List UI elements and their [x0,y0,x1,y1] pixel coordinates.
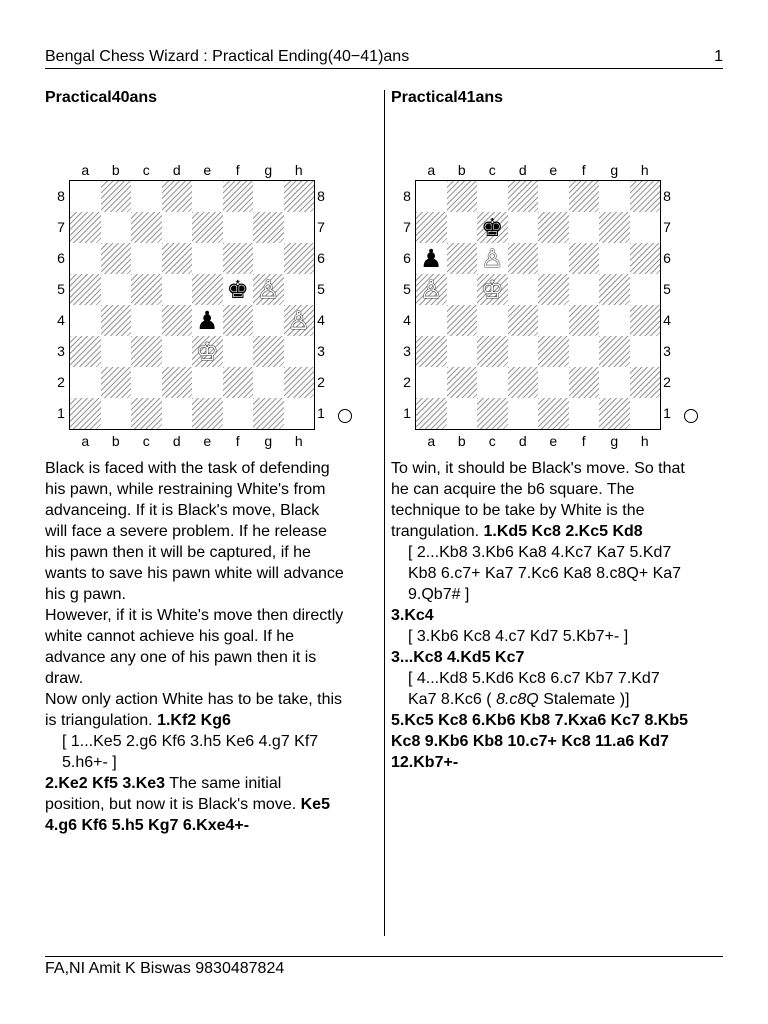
file-label: g [610,162,619,178]
main-line-moves: 1.Kd5 Kc8 2.Kc5 Kd8 [483,523,643,540]
main-line-moves: 2.Ke2 Kf5 3.Ke3 [45,775,166,792]
square-f8 [569,181,600,212]
commentary-paragraph [391,458,691,542]
square-b6 [447,243,478,274]
square-b1 [447,398,478,429]
file-label: e [203,162,212,178]
square-d4 [508,305,539,336]
square-c2 [131,367,162,398]
square-h5 [630,274,661,305]
square-b7 [447,212,478,243]
square-c4 [131,305,162,336]
rank-label: 7 [663,219,671,235]
square-a6 [70,243,101,274]
rank-label: 8 [403,188,411,204]
square-a5 [416,274,447,305]
square-g6 [599,243,630,274]
square-c7 [477,212,508,243]
page-header [45,47,723,67]
side-to-move-marker [338,409,352,423]
right-column [391,88,691,773]
variation-line [391,542,691,605]
square-h8 [284,181,315,212]
square-d7 [508,212,539,243]
file-label: d [172,433,181,449]
square-g1 [599,398,630,429]
rank-label: 3 [663,343,671,359]
square-c4 [477,305,508,336]
square-d7 [162,212,193,243]
file-label: g [610,433,619,449]
square-f6 [569,243,600,274]
file-label: b [457,433,466,449]
rank-label: 6 [57,250,65,266]
variation-moves: [ 1...Ke5 2.g6 Kf6 3.h5 Ke6 4.g7 Kf7 5.h6+- ] [62,733,319,771]
file-label: f [235,162,240,178]
square-f1 [569,398,600,429]
square-a2 [70,367,101,398]
file-label: e [203,433,212,449]
rank-label: 3 [403,343,411,359]
page-footer: FA,NI Amit K Biswas 9830487824 [45,960,285,977]
square-f6 [223,243,254,274]
square-c8 [131,181,162,212]
side-to-move-marker [684,409,698,423]
square-h3 [284,336,315,367]
main-line-moves: 3.Kc4 [391,607,434,624]
rank-label: 1 [317,405,325,421]
square-d5 [508,274,539,305]
file-label: h [640,433,649,449]
white-king-icon: ♔ [481,275,504,304]
variation-text: [ 4...Kd8 5.Kd6 Kc8 6.c7 Kb7 7.Kd7 Ka7 8.Kc6 ( [408,670,660,708]
rank-label: 2 [317,374,325,390]
square-e8 [538,181,569,212]
main-line-moves: 5.Kc5 Kc8 6.Kb6 Kb8 7.Kxa6 Kc7 8.Kb5 Kc8 9.Kb6 Kb8 10.c7+ Kc8 11.a6 Kd7 12.Kb7+- [391,712,689,771]
square-b5 [101,274,132,305]
commentary-text: The same initial position, but now it is Black's move. [45,775,297,813]
variation-moves: [ 2...Kb8 3.Kb6 Ka8 4.Kc7 Ka7 5.Kd7 Kb8 6.c7+ Ka7 7.Kc6 Ka8 8.c8Q+ Ka7 9.Qb7# ] [408,544,682,603]
square-h2 [630,367,661,398]
chess-diagram-left [45,122,345,449]
square-a3 [70,336,101,367]
rank-label: 1 [57,405,65,421]
square-a1 [416,398,447,429]
file-label: h [294,162,303,178]
file-label: b [111,162,120,178]
square-g1 [253,398,284,429]
square-a1 [70,398,101,429]
rank-labels-right [660,181,674,429]
rank-label: 7 [317,219,325,235]
square-d8 [508,181,539,212]
file-label: c [142,433,150,449]
square-e6 [538,243,569,274]
variation-moves [391,668,691,710]
square-f5 [223,274,254,305]
square-h7 [284,212,315,243]
square-d8 [162,181,193,212]
header-title: Bengal Chess Wizard : Practical Ending(40−41)ans [45,48,410,65]
black-pawn-icon: ♟ [420,244,443,273]
square-b6 [101,243,132,274]
rank-label: 5 [403,281,411,297]
square-h4 [284,305,315,336]
square-e5 [538,274,569,305]
square-f8 [223,181,254,212]
square-a6 [416,243,447,274]
square-e4 [538,305,569,336]
square-e7 [192,212,223,243]
square-c3 [131,336,162,367]
square-c1 [477,398,508,429]
square-e7 [538,212,569,243]
square-d4 [162,305,193,336]
square-e3 [192,336,223,367]
square-g4 [599,305,630,336]
rank-label: 1 [663,405,671,421]
square-f2 [223,367,254,398]
square-f3 [569,336,600,367]
rank-label: 7 [57,219,65,235]
square-h2 [284,367,315,398]
square-f4 [569,305,600,336]
variation-moves: [ 3.Kb6 Kc8 4.c7 Kd7 5.Kb7+- ] [408,628,629,645]
black-pawn-icon: ♟ [196,306,219,335]
column-divider [384,90,385,936]
square-d6 [162,243,193,274]
square-g8 [599,181,630,212]
square-b2 [447,367,478,398]
rank-label: 6 [403,250,411,266]
commentary-paragraph [45,773,345,836]
rank-label: 2 [403,374,411,390]
square-h3 [630,336,661,367]
square-h5 [284,274,315,305]
square-e1 [192,398,223,429]
square-c6 [131,243,162,274]
rank-label: 3 [317,343,325,359]
file-labels-bottom [416,433,660,449]
square-c2 [477,367,508,398]
file-label: b [457,162,466,178]
square-e2 [192,367,223,398]
file-label: e [549,433,558,449]
black-king-icon: ♚ [481,213,504,242]
square-f1 [223,398,254,429]
file-label: f [235,433,240,449]
square-c5 [131,274,162,305]
square-e6 [192,243,223,274]
white-pawn-icon: ♙ [420,275,443,304]
file-label: f [581,162,586,178]
square-g5 [599,274,630,305]
square-f4 [223,305,254,336]
rank-label: 6 [317,250,325,266]
commentary-paragraph: However, if it is White's move then directly white cannot achieve his goal. If he advance any one of his pawn then it is draw. [45,607,344,687]
file-labels-top [416,162,660,178]
square-h1 [630,398,661,429]
square-g4 [253,305,284,336]
rank-label: 4 [57,312,65,328]
square-b4 [101,305,132,336]
file-label: d [172,162,181,178]
rank-labels-left [54,181,68,429]
square-e2 [538,367,569,398]
square-d1 [508,398,539,429]
footer-rule [45,956,723,957]
diagram-title: Practical40ans [45,89,158,106]
rank-label: 4 [317,312,325,328]
square-g6 [253,243,284,274]
square-a4 [416,305,447,336]
square-c7 [131,212,162,243]
square-h1 [284,398,315,429]
square-b3 [101,336,132,367]
square-d2 [508,367,539,398]
square-c8 [477,181,508,212]
main-line-moves: Ke5 4.g6 Kf6 5.h5 Kg7 6.Kxe4+- [45,796,330,834]
commentary-paragraph [45,689,345,731]
square-e8 [192,181,223,212]
square-b8 [101,181,132,212]
square-b2 [101,367,132,398]
square-b1 [101,398,132,429]
square-a2 [416,367,447,398]
file-label: g [264,162,273,178]
square-f5 [569,274,600,305]
chess-diagram-right [391,122,691,449]
chess-board [415,180,661,430]
file-label: h [294,433,303,449]
rank-labels-right [314,181,328,429]
rank-label: 5 [663,281,671,297]
variation-line [391,626,691,647]
file-labels-bottom [70,433,314,449]
square-e5 [192,274,223,305]
rank-label: 6 [663,250,671,266]
rank-labels-left [400,181,414,429]
rank-label: 4 [663,312,671,328]
file-label: c [488,162,496,178]
square-h6 [284,243,315,274]
square-h7 [630,212,661,243]
variation-line [45,731,345,773]
file-label: f [581,433,586,449]
white-pawn-icon: ♙ [287,306,310,335]
file-label: b [111,433,120,449]
file-label: c [488,433,496,449]
square-g2 [253,367,284,398]
square-d2 [162,367,193,398]
square-e3 [538,336,569,367]
square-b8 [447,181,478,212]
black-king-icon: ♚ [226,275,249,304]
square-d3 [162,336,193,367]
square-a5 [70,274,101,305]
square-a8 [70,181,101,212]
file-label: c [142,162,150,178]
square-c3 [477,336,508,367]
white-pawn-icon: ♙ [481,244,504,273]
square-c5 [477,274,508,305]
header-rule [45,68,723,69]
square-g7 [253,212,284,243]
square-a7 [70,212,101,243]
square-d3 [508,336,539,367]
variation-line [391,668,691,710]
square-b7 [101,212,132,243]
rank-label: 8 [317,188,325,204]
square-b5 [447,274,478,305]
square-e4 [192,305,223,336]
square-d5 [162,274,193,305]
rank-label: 8 [663,188,671,204]
square-f7 [569,212,600,243]
file-label: a [81,433,90,449]
square-h6 [630,243,661,274]
commentary-paragraph: Black is faced with the task of defending his pawn, while restraining White's from advanceing. If it is Black's move, Black will face a severe problem. If he release his pawn then it will be captured, if he wants to save his pawn white will advance his g pawn. [45,460,344,603]
square-b3 [447,336,478,367]
square-g8 [253,181,284,212]
file-label: a [427,433,436,449]
rank-label: 3 [57,343,65,359]
square-g2 [599,367,630,398]
square-g7 [599,212,630,243]
square-h4 [630,305,661,336]
square-a8 [416,181,447,212]
white-king-icon: ♔ [196,337,219,366]
square-h8 [630,181,661,212]
file-labels-top [70,162,314,178]
square-d6 [508,243,539,274]
rank-label: 1 [403,405,411,421]
main-line-moves: 3...Kc8 4.Kd5 Kc7 [391,649,525,666]
square-a4 [70,305,101,336]
chess-board [69,180,315,430]
rank-label: 2 [57,374,65,390]
rank-label: 4 [403,312,411,328]
rank-label: 5 [317,281,325,297]
square-c6 [477,243,508,274]
sub-variation-move: 8.c8Q [496,691,539,708]
square-f7 [223,212,254,243]
left-column [45,88,345,836]
square-e1 [538,398,569,429]
diagram-title: Practical41ans [391,89,504,106]
file-label: e [549,162,558,178]
square-a7 [416,212,447,243]
white-pawn-icon: ♙ [257,275,280,304]
rank-label: 5 [57,281,65,297]
square-g5 [253,274,284,305]
square-a3 [416,336,447,367]
page-number: 1 [714,48,723,65]
file-label: g [264,433,273,449]
main-line-moves: 1.Kf2 Kg6 [157,712,231,729]
square-d1 [162,398,193,429]
file-label: h [640,162,649,178]
square-b4 [447,305,478,336]
file-label: a [81,162,90,178]
file-label: d [518,162,527,178]
square-c1 [131,398,162,429]
rank-label: 2 [663,374,671,390]
square-g3 [599,336,630,367]
file-label: d [518,433,527,449]
file-label: a [427,162,436,178]
square-g3 [253,336,284,367]
rank-label: 7 [403,219,411,235]
square-f2 [569,367,600,398]
commentary-text: Now only action White has to be take, this is triangulation. [45,691,343,729]
variation-text: Stalemate )] [543,691,630,708]
commentary-text: To win, it should be Black's move. So that he can acquire the b6 square. The technique to be take by White is the trangulation. [391,460,685,540]
rank-label: 8 [57,188,65,204]
square-f3 [223,336,254,367]
